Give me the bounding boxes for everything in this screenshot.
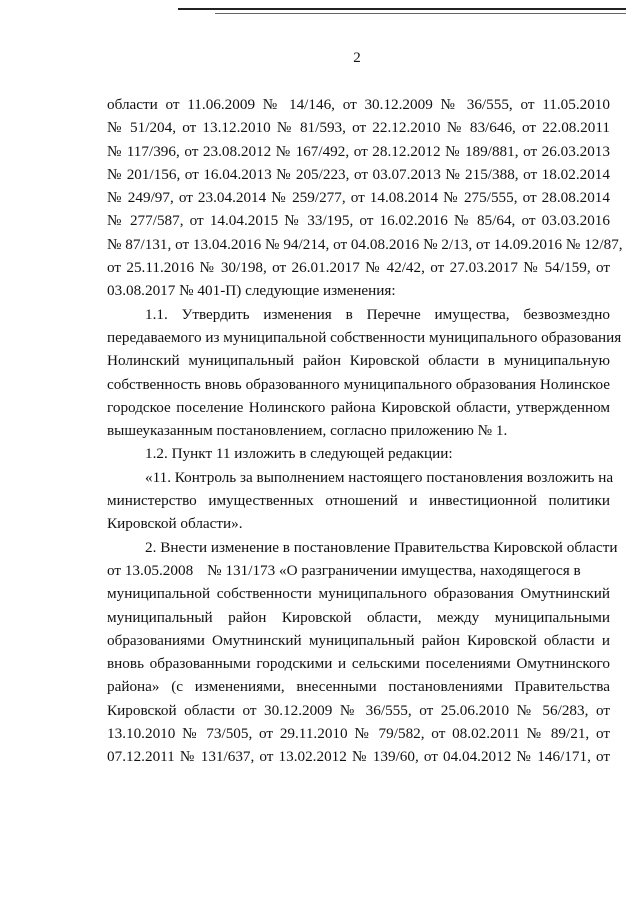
text-line: № 117/396, от 23.08.2012 № 167/492, от 28.12.2012 № 189/881, от 26.03.2013 [107, 142, 610, 160]
text-line: 13.10.2010 № 73/505, от 29.11.2010 № 79/582, от 08.02.2011 № 89/21, от [107, 725, 610, 743]
text-line [107, 559, 610, 582]
text-line: образованиями Омутнинский муниципальный район Кировской области и [107, 631, 610, 649]
text-line: № 87/131, от 13.04.2016 № 94/214, от 04.08.2016 № 2/13, от 14.09.2016 № 12/87, [107, 235, 623, 253]
paragraph-1-1-first-line: 1.1. Утвердить изменения в Перечне имущества, безвозмездно [145, 305, 610, 323]
text-line: муниципальной собственности муниципального образования Омутнинский [107, 585, 610, 603]
top-rule [178, 8, 626, 10]
text-line: муниципальный район Кировской области, между муниципальными [107, 608, 610, 626]
document-body [107, 93, 623, 769]
quoted-point-11-first-line: «11. Контроль за выполнением настоящего постановления возложить на [145, 468, 614, 486]
text-line: министерство имущественных отношений и инвестиционной политики [107, 492, 610, 510]
text-segment: № 131/173 «О разграничении имущества, находящегося в [207, 561, 581, 579]
text-line: Кировской области от 30.12.2009 № 36/555, от 25.06.2010 № 56/283, от [107, 701, 610, 719]
text-line: городское поселение Нолинского района Кировской области, утвержденном [107, 398, 610, 416]
text-line: передаваемого из муниципальной собственности муниципального образования [107, 328, 622, 346]
text-line: от 25.11.2016 № 30/198, от 26.01.2017 № 42/42, от 27.03.2017 № 54/159, от [107, 259, 610, 277]
text-line: № 249/97, от 23.04.2014 № 259/277, от 14.08.2014 № 275/555, от 28.08.2014 [107, 189, 610, 207]
top-rule-secondary [215, 13, 626, 14]
text-line: 03.08.2017 № 401-П) следующие изменения: [107, 282, 396, 300]
text-line: собственность вновь образованного муниципального образования Нолинское [107, 375, 610, 393]
text-line: Нолинский муниципальный район Кировской области в муниципальную [107, 352, 610, 370]
text-line: района» (с изменениями, внесенными постановлениями Правительства [107, 678, 610, 696]
paragraph-2-first-line: 2. Внести изменение в постановление Правительства Кировской области [145, 538, 618, 556]
text-segment: 13.05.2008 [124, 561, 194, 579]
text-line: 07.12.2011 № 131/637, от 13.02.2012 № 139/60, от 04.04.2012 № 146/171, от [107, 748, 610, 766]
paragraph-1-2: 1.2. Пункт 11 изложить в следующей редакции: [145, 445, 453, 463]
text-segment: от [107, 561, 122, 579]
text-line: области от 11.06.2009 № 14/146, от 30.12.2009 № 36/555, от 11.05.2010 [107, 96, 610, 113]
text-line: вышеуказанным постановлением, согласно приложению № 1. [107, 422, 508, 440]
text-line: вновь образованными городскими и сельскими поселениями Омутнинского [107, 655, 610, 673]
page-number: 2 [353, 50, 361, 66]
text-line: № 201/156, от 16.04.2013 № 205/223, от 03.07.2013 № 215/388, от 18.02.2014 [107, 165, 610, 183]
text-line: № 51/204, от 13.12.2010 № 81/593, от 22.12.2010 № 83/646, от 22.08.2011 [107, 119, 610, 137]
text-line: № 277/587, от 14.04.2015 № 33/195, от 16.02.2016 № 85/64, от 03.03.2016 [107, 212, 610, 230]
text-line: Кировской области». [107, 515, 243, 533]
